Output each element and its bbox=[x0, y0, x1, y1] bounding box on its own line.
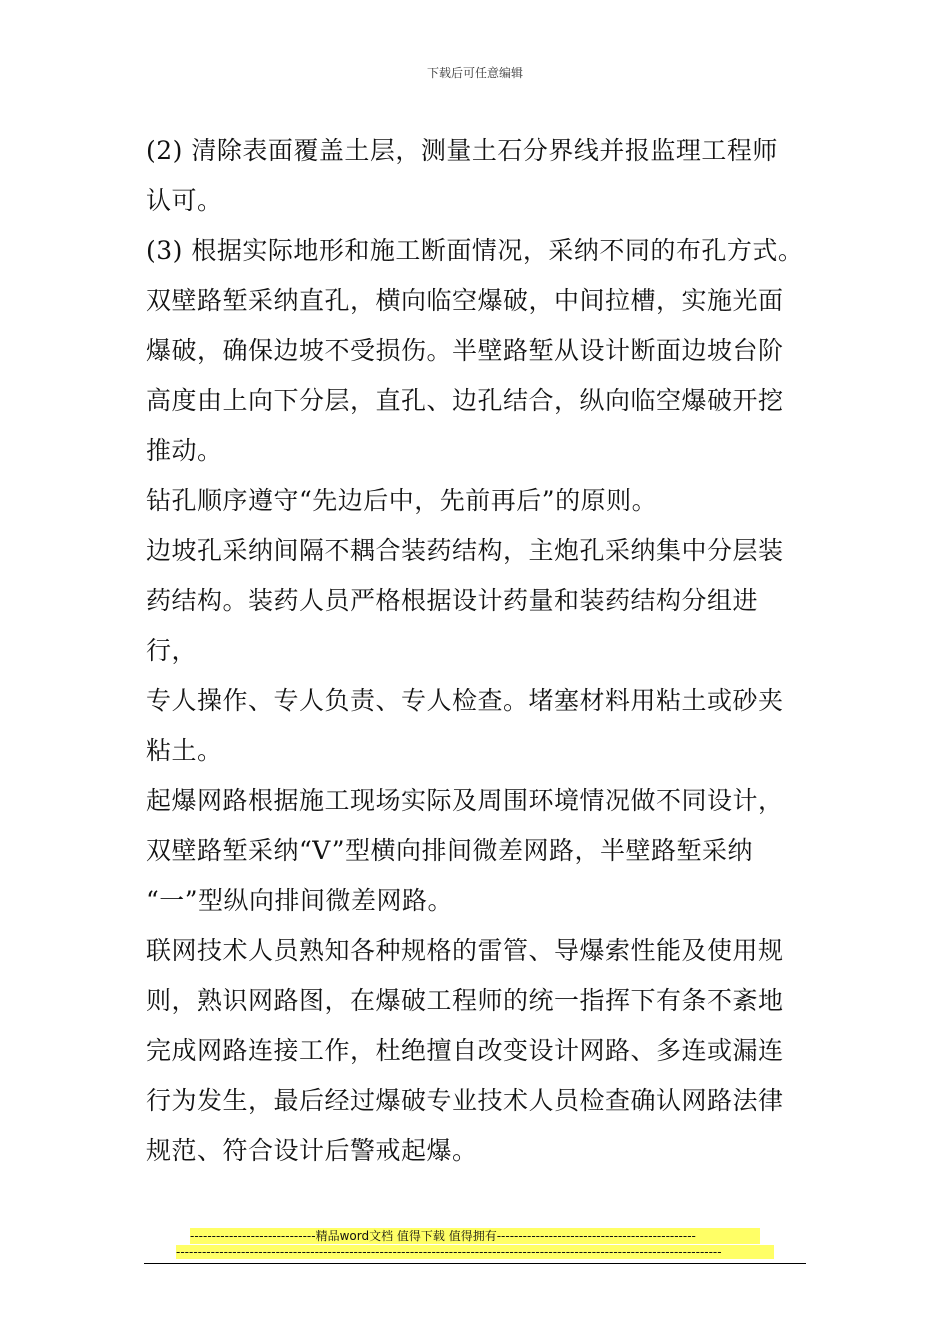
paragraph-clear-topsoil: (2) 清除表面覆盖土层，测量土石分界线并报监理工程师 认可。 bbox=[146, 136, 778, 215]
paragraph-network-connection: 联网技术人员熟知各种规格的雷管、导爆索性能及使用规 则，熟识网路图，在爆破工程师的统一指挥下有条不紊地 完成网路连接工作，杜绝擅自改变设计网路、多连或漏连 行为发生，最后经过爆破专业技术人员检查确认网路法律 规范、符合设计后警戒起爆。 bbox=[146, 936, 784, 1165]
footer-banner: -----------------------------精品word文档 值得下载 值得拥有---------------------------------------------- bbox=[190, 1228, 760, 1244]
footer-dash-line: ------------------------------------------------------------------------------------------------------------------------------ bbox=[176, 1245, 774, 1259]
footer-rule bbox=[144, 1263, 806, 1264]
page-header: 下载后可任意编辑 bbox=[426, 66, 523, 80]
document-body bbox=[146, 126, 806, 1176]
paragraph-hole-layout: (3) 根据实际地形和施工断面情况，采纳不同的布孔方式。 双壁路堑采纳直孔，横向临空爆破，中间拉槽，实施光面 爆破，确保边坡不受损伤。半壁路堑从设计断面边坡台阶 高度由上向下分层，直孔、边孔结合，纵向临空爆破开挖 推动。 bbox=[146, 236, 804, 465]
paragraph-charge-structure: 边坡孔采纳间隔不耦合装药结构，主炮孔采纳集中分层装 药结构。装药人员严格根据设计药量和装药结构分组进行， 专人操作、专人负责、专人检查。堵塞材料用粘土或砂夹 粘土。 bbox=[146, 536, 784, 765]
paragraph-detonation-network: 起爆网路根据施工现场实际及周围环境情况做不同设计， 双壁路堑采纳“V”型横向排间微差网路，半壁路堑采纳 “一”型纵向排间微差网路。 bbox=[146, 786, 784, 915]
paragraph-drilling-order: 钻孔顺序遵守“先边后中，先前再后”的原则。 bbox=[146, 486, 658, 515]
